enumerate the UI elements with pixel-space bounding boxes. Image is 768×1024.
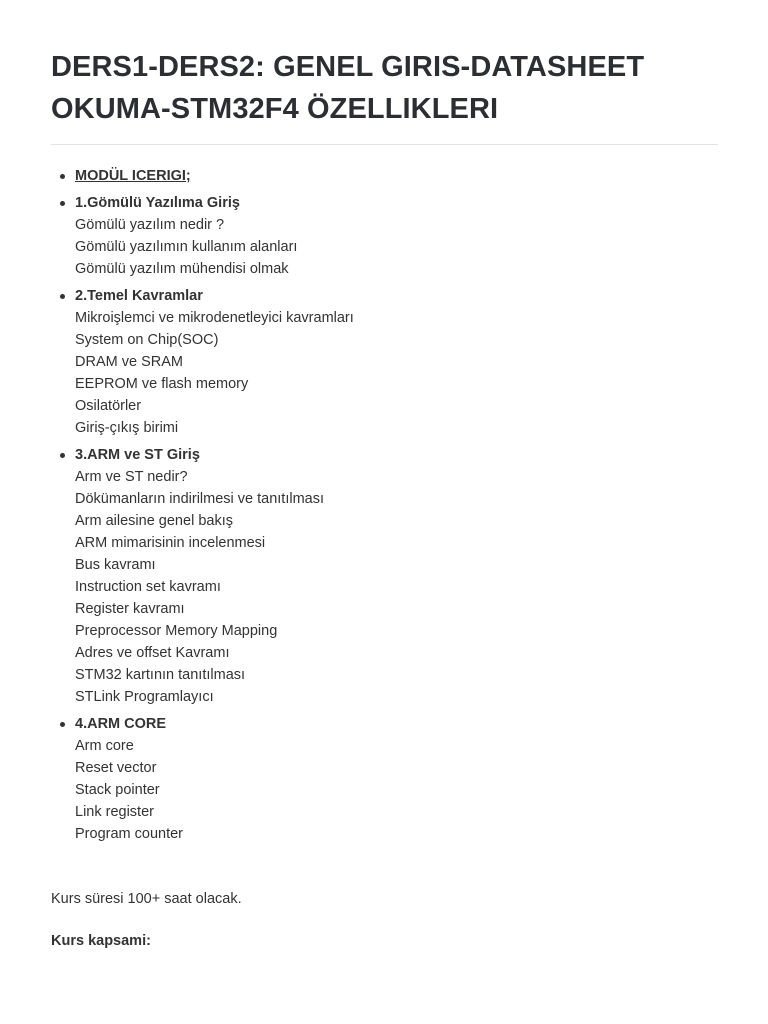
list-item-intro <box>75 165 718 187</box>
topic-line: Arm core <box>75 738 134 754</box>
list-item-section-1 <box>75 192 718 280</box>
topic-line: STLink Programlayıcı <box>75 689 214 705</box>
page-title: DERS1-DERS2: GENEL GIRIS-DATASHEET OKUMA-STM32F4 ÖZELLIKLERI <box>51 51 645 125</box>
topic-line: ARM mimarisinin incelenmesi <box>75 535 266 551</box>
section-heading: 2.Temel Kavramlar <box>75 288 203 304</box>
topic-line: Mikroişlemci ve mikrodenetleyici kavramları <box>75 310 354 326</box>
topic-line: Gömülü yazılım mühendisi olmak <box>75 261 289 277</box>
title-divider <box>51 144 718 145</box>
topic-line: Giriş-çıkış birimi <box>75 420 179 436</box>
topic-line: Stack pointer <box>75 782 160 798</box>
section-heading: 3.ARM ve ST Giriş <box>75 447 200 463</box>
topic-line: Reset vector <box>75 760 157 776</box>
module-contents-heading: MODÜL ICERIGI; <box>75 168 191 184</box>
topic-line: Gömülü yazılımın kullanım alanları <box>75 239 298 255</box>
list-item-section-4 <box>75 713 718 845</box>
topic-line: Gömülü yazılım nedir ? <box>75 217 225 233</box>
topic-line: EEPROM ve flash memory <box>75 376 249 392</box>
topic-line: Instruction set kavramı <box>75 579 221 595</box>
topic-line: Arm ve ST nedir? <box>75 469 188 485</box>
topic-line: STM32 kartının tanıtılması <box>75 667 246 683</box>
topic-line: Osilatörler <box>75 398 142 414</box>
topic-line: Adres ve offset Kavramı <box>75 645 230 661</box>
course-scope-label: Kurs kapsami: <box>51 933 151 949</box>
topic-line: System on Chip(SOC) <box>75 332 219 348</box>
topic-line: Register kavramı <box>75 601 185 617</box>
topic-line: Program counter <box>75 826 183 842</box>
topic-line: Bus kavramı <box>75 557 156 573</box>
topic-line: Arm ailesine genel bakış <box>75 513 233 529</box>
topic-line: DRAM ve SRAM <box>75 354 183 370</box>
topic-line: Link register <box>75 804 154 820</box>
topic-line: Dökümanların indirilmesi ve tanıtılması <box>75 491 325 507</box>
course-duration-text: Kurs süresi 100+ saat olacak. <box>51 891 242 907</box>
section-heading: 4.ARM CORE <box>75 716 167 732</box>
list-item-section-3 <box>75 444 718 708</box>
list-item-section-2 <box>75 285 718 439</box>
section-heading: 1.Gömülü Yazılıma Giriş <box>75 195 240 211</box>
module-list <box>51 165 718 845</box>
topic-line: Preprocessor Memory Mapping <box>75 623 278 639</box>
